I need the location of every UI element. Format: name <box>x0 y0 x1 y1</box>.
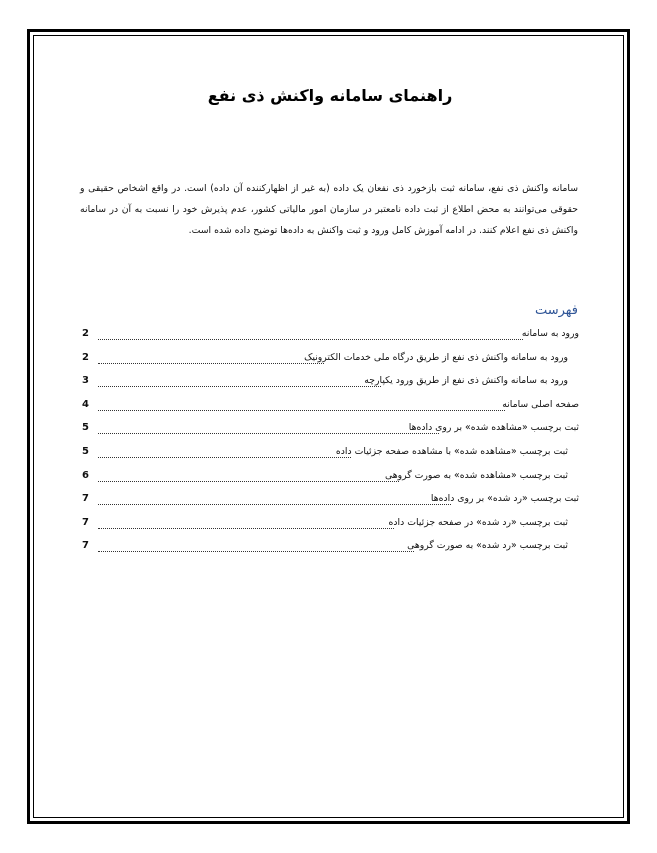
toc-entry-text: ثبت برچسب «رد شده» به صورت گروهی <box>407 540 568 552</box>
toc-page-number: 7 <box>82 516 89 528</box>
toc-heading: فهرست <box>534 303 578 318</box>
toc-entry-rejected-details[interactable] <box>82 517 579 541</box>
toc-entry-login[interactable] <box>82 328 579 352</box>
toc-page-number: 2 <box>82 328 89 339</box>
toc-entry-text: ورود به سامانه واکنش ذی نفع از طریق ورود یکپارچه <box>364 375 568 387</box>
toc-leader-dots <box>98 400 505 411</box>
toc-leader-dots <box>98 471 399 482</box>
toc-page-number: 5 <box>82 422 89 434</box>
toc-entry-text: ثبت برچسب «مشاهده شده» بر روی داده‌ها <box>408 422 579 434</box>
toc-entry-text: ثبت برچسب «رد شده» بر روی داده‌ها <box>430 493 579 505</box>
toc-page-number: 7 <box>82 493 89 505</box>
toc-entry-login-national-portal[interactable] <box>82 352 579 376</box>
toc-leader-dots <box>98 376 381 387</box>
toc-page-number: 5 <box>82 445 89 457</box>
table-of-contents <box>82 328 579 564</box>
toc-page-number: 7 <box>82 540 89 552</box>
toc-entry-seen-group[interactable] <box>82 470 579 494</box>
toc-leader-dots <box>98 494 451 505</box>
toc-entry-seen-label[interactable] <box>82 422 579 446</box>
intro-paragraph: سامانه واکنش ذی نفع، سامانه ثبت بازخورد ذی نفعان یک داده (به غیر از اظهارکننده آن داده) است. در واقع اشخاص حقیقی و حقوقی می‌توانند به محض اطلاع از ثبت داده نامعتبر در سازمان امور مالیاتی کشور، عدم پذیرش خود را نسبت به آن در سامانه واکنش ذی نفع اعلام کنند. در ادامه آموزش کامل ورود و ثبت واکنش به داده‌ها توضیح داده شده است. <box>80 183 578 236</box>
toc-leader-dots <box>98 518 394 529</box>
toc-entry-home-page[interactable] <box>82 399 579 423</box>
toc-entry-text: ثبت برچسب «رد شده» در صفحه جزئیات داده <box>388 516 568 528</box>
toc-entry-login-sso[interactable] <box>82 375 579 399</box>
toc-leader-dots <box>98 541 414 552</box>
toc-leader-dots <box>98 447 351 458</box>
toc-entry-text: ورود به سامانه <box>521 328 579 339</box>
toc-leader-dots <box>98 329 523 340</box>
toc-page-number: 3 <box>82 375 89 387</box>
document-title: راهنمای سامانه واکنش ذی نفع <box>207 86 453 105</box>
toc-entry-text: ثبت برچسب «مشاهده شده» با مشاهده صفحه جزئیات داده <box>335 445 568 457</box>
toc-leader-dots <box>98 423 439 434</box>
toc-entry-rejected-label[interactable] <box>82 493 579 517</box>
toc-entry-text: صفحه اصلی سامانه <box>502 398 579 410</box>
toc-page-number: 6 <box>82 469 89 481</box>
toc-page-number: 2 <box>82 351 89 363</box>
toc-leader-dots <box>98 353 324 364</box>
toc-page-number: 4 <box>82 398 89 410</box>
toc-entry-rejected-group[interactable] <box>82 540 579 564</box>
toc-entry-text: ورود به سامانه واکنش ذی نفع از طریق درگاه ملی خدمات الکترونیک <box>304 351 568 363</box>
toc-entry-seen-details[interactable] <box>82 446 579 470</box>
toc-entry-text: ثبت برچسب «مشاهده شده» به صورت گروهی <box>384 469 568 481</box>
